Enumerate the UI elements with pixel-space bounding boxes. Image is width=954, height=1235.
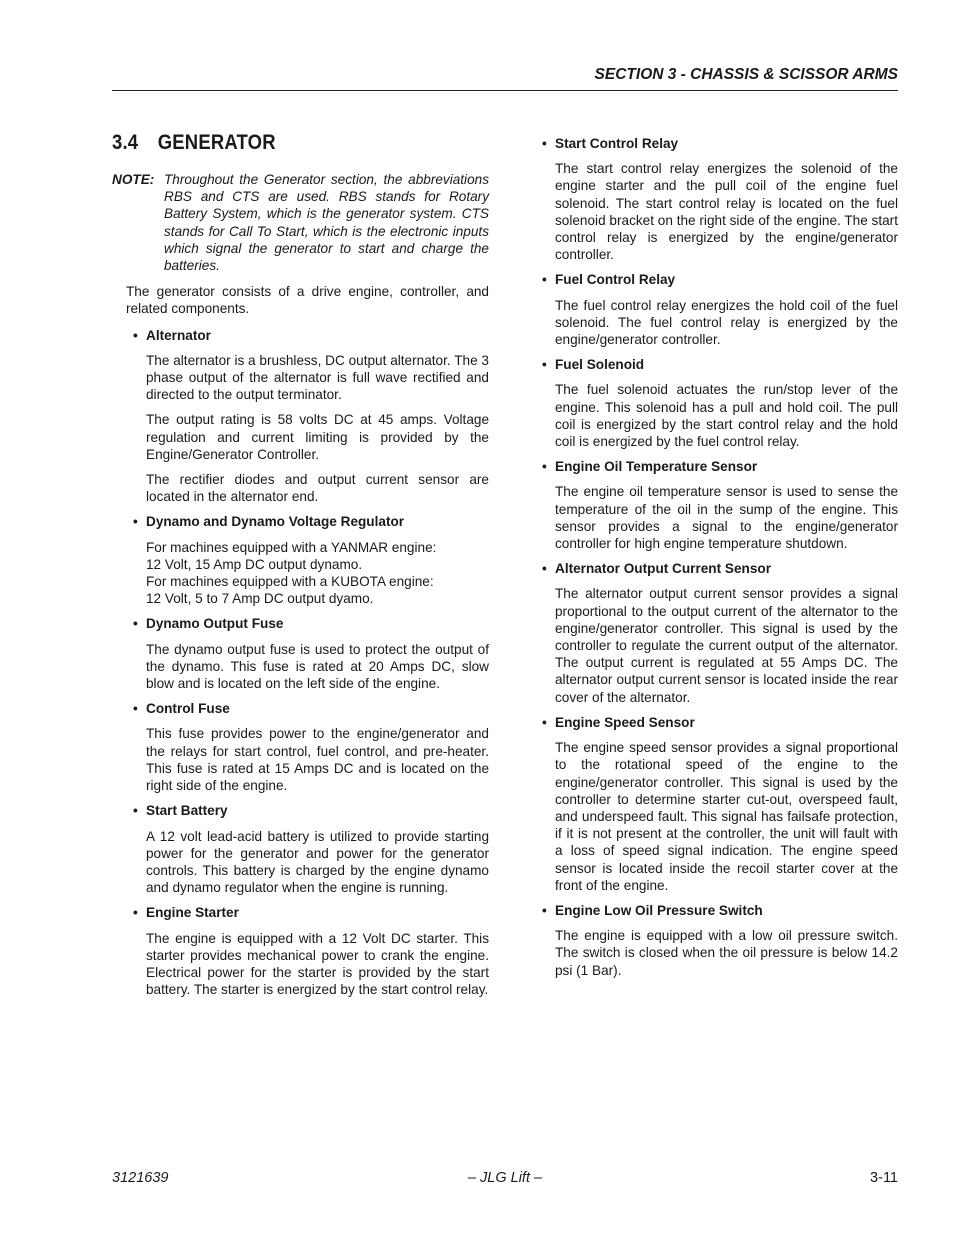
component-description: A 12 volt lead-acid battery is utilized to provide starting power for the generator and power for the generator controls. This battery is charged by the engine dynamo and dynamo regulator when the engine is running. xyxy=(146,828,489,896)
description-line: 12 Volt, 15 Amp DC output dynamo. xyxy=(146,556,363,572)
component-heading-text: Control Fuse xyxy=(146,701,230,717)
component-item xyxy=(132,513,489,607)
bullet-icon: • xyxy=(542,459,547,475)
component-heading-text: Engine Speed Sensor xyxy=(555,714,695,730)
component-heading xyxy=(132,513,489,530)
component-heading xyxy=(541,902,898,919)
component-heading-text: Dynamo and Dynamo Voltage Regulator xyxy=(146,514,405,530)
component-description xyxy=(146,539,489,608)
bullet-icon: • xyxy=(542,272,547,288)
bullet-icon: • xyxy=(133,327,138,343)
component-heading xyxy=(132,615,489,632)
component-item xyxy=(541,271,898,348)
description-line: For machines equipped with a KUBOTA engine: xyxy=(146,574,434,590)
component-item xyxy=(541,135,898,263)
right-column xyxy=(541,135,898,987)
bullet-icon: • xyxy=(133,514,138,530)
component-item xyxy=(541,714,898,894)
component-description: The engine is equipped with a low oil pressure switch. The switch is closed when the oil pressure is below 14.2 psi (1 Bar). xyxy=(555,928,898,978)
bullet-icon: • xyxy=(542,357,547,373)
component-description: The output rating is 58 volts DC at 45 amps. Voltage regulation and current limiting is provided by the Engine/Generator Controller. xyxy=(146,412,489,462)
component-description: The dynamo output fuse is used to protect the output of the dynamo. This fuse is rated at 20 Amps DC, slow blow and is located on the left side of the engine. xyxy=(146,641,489,692)
component-description: The fuel solenoid actuates the run/stop lever of the engine. This solenoid has a pull and hold coil. The pull coil is energized by the start control relay and the hold coil is energized by the fuel control relay. xyxy=(555,382,898,450)
component-description: The rectifier diodes and output current sensor are located in the alternator end. xyxy=(146,472,489,505)
component-heading xyxy=(132,802,489,819)
component-heading xyxy=(541,271,898,288)
component-item xyxy=(541,560,898,706)
component-description: The engine speed sensor provides a signal proportional to the rotational speed of the engine to the engine/generator controller. This signal is used by the controller to determine starter cut-out, overspeed fault, and underspeed fault. This signal has failsafe protection, if it is not present at the controller, the unit will fault with a loss of speed signal indication. The engine speed sensor is located inside the recoil starter cover at the front of the engine. xyxy=(555,740,898,893)
bullet-icon: • xyxy=(133,905,138,921)
component-heading xyxy=(132,904,489,921)
component-item xyxy=(132,904,489,998)
component-heading-text: Fuel Control Relay xyxy=(555,272,676,288)
component-description: The start control relay energizes the solenoid of the engine starter and the pull coil of the engine fuel solenoid. The start control relay is located on the fuel solenoid bracket on the right side of the engine. The start control relay is energized by the engine/generator controller. xyxy=(555,161,898,263)
component-item xyxy=(132,700,489,794)
component-heading-text: Alternator Output Current Sensor xyxy=(555,561,771,577)
component-heading-text: Start Control Relay xyxy=(555,136,679,151)
component-description: The alternator output current sensor provides a signal proportional to the output current of the alternator to the engine/generator controller. This signal is used by the controller to regulate the current output of the alternator. The output current is regulated at 55 Amps DC. The alternator output current sensor is located inside the rear cover of the alternator. xyxy=(555,586,898,705)
bullet-icon: • xyxy=(542,561,547,577)
left-column xyxy=(112,171,489,1006)
component-description: The fuel control relay energizes the hold coil of the fuel solenoid. The fuel control relay is energized by the engine/generator controller. xyxy=(555,297,898,348)
component-heading xyxy=(541,135,898,152)
intro-paragraph: The generator consists of a drive engine, controller, and related components. xyxy=(126,284,489,317)
component-heading-text: Alternator xyxy=(146,327,211,343)
section-title: SECTION 3 - CHASSIS & SCISSOR ARMS xyxy=(594,66,898,83)
section-heading xyxy=(112,131,446,155)
section-number: 3.4 xyxy=(112,131,139,154)
component-heading xyxy=(541,356,898,373)
description-line: For machines equipped with a YANMAR engine: xyxy=(146,539,437,555)
description-line: 12 Volt, 5 to 7 Amp DC output dyamo. xyxy=(146,591,374,607)
bullet-icon: • xyxy=(133,616,138,632)
bullet-icon: • xyxy=(133,701,138,717)
component-heading xyxy=(541,714,898,731)
component-heading xyxy=(541,458,898,475)
left-item-list xyxy=(112,327,489,999)
component-description: The alternator is a brushless, DC output alternator. The 3 phase output of the alternator is full wave rectified and directed to the output terminator. xyxy=(146,352,489,403)
footer-brand: – JLG Lift – xyxy=(467,1170,543,1186)
note-text: Throughout the Generator section, the abbreviations RBS and CTS are used. RBS stands for Rotary Battery System, which is the generator system. CTS stands for Call To Start, which is the electronic inputs which signal the generator to start and charge the batteries. xyxy=(164,172,489,274)
component-item xyxy=(541,902,898,979)
component-heading-text: Fuel Solenoid xyxy=(555,357,645,373)
section-heading-text: GENERATOR xyxy=(157,131,276,154)
component-heading xyxy=(132,327,489,344)
component-item xyxy=(132,327,489,506)
component-description: The engine oil temperature sensor is used to sense the temperature of the oil in the sump of the engine. This sensor provides a signal to the engine/generator controller for high engine temperature shutdown. xyxy=(555,484,898,552)
bullet-icon: • xyxy=(542,136,547,151)
doc-number: 3121639 xyxy=(112,1170,169,1186)
bullet-icon: • xyxy=(133,803,138,819)
note-label: NOTE: xyxy=(112,172,155,187)
component-item xyxy=(541,458,898,552)
component-heading-text: Engine Starter xyxy=(146,905,239,921)
right-item-list xyxy=(541,135,898,979)
component-heading xyxy=(132,700,489,717)
note-block xyxy=(112,171,489,274)
page-number: 3-11 xyxy=(870,1170,898,1186)
bullet-icon: • xyxy=(542,902,547,918)
component-item xyxy=(132,615,489,692)
component-description: This fuse provides power to the engine/generator and the relays for start control, fuel control, and pre-heater. This fuse is rated at 15 Amps DC and is located on the right side of the engine. xyxy=(146,726,489,794)
component-item xyxy=(132,802,489,896)
component-heading-text: Engine Low Oil Pressure Switch xyxy=(555,902,763,918)
page-header xyxy=(112,64,898,91)
component-heading-text: Engine Oil Temperature Sensor xyxy=(555,459,758,475)
component-heading xyxy=(541,560,898,577)
component-heading-text: Dynamo Output Fuse xyxy=(146,616,284,632)
component-item xyxy=(541,356,898,450)
component-heading-text: Start Battery xyxy=(146,803,228,819)
bullet-icon: • xyxy=(542,714,547,730)
component-description: The engine is equipped with a 12 Volt DC starter. This starter provides mechanical power to crank the engine. Electrical power for the starter is provided by the start battery. The starter is energized by the start control relay. xyxy=(146,930,489,998)
